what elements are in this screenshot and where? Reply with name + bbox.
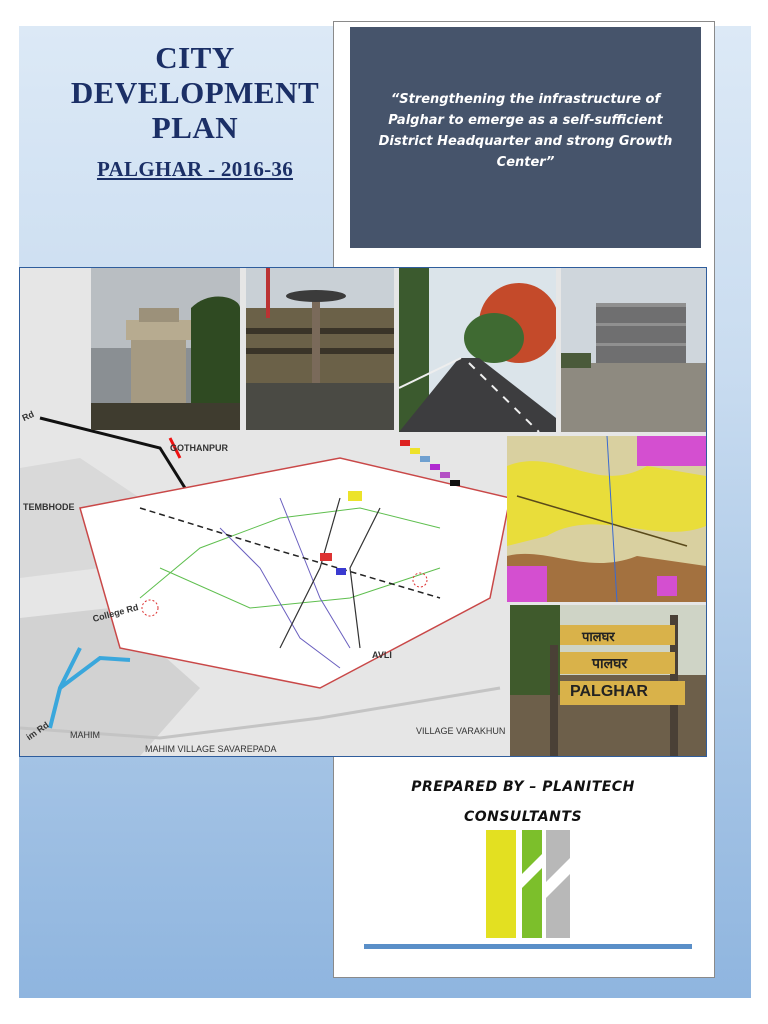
map-label-mahim: MAHIM bbox=[70, 730, 100, 740]
title-line-3: PLAN bbox=[151, 110, 239, 145]
map-label-tembhode: TEMBHODE bbox=[23, 502, 75, 512]
planitech-logo bbox=[486, 828, 570, 940]
cover-subtitle: PALGHAR - 2016-36 bbox=[96, 157, 294, 181]
map-label-gothanpur: GOTHANPUR bbox=[170, 443, 228, 453]
photo-palghar-sign bbox=[510, 605, 706, 756]
map-label-mahim-village: MAHIM VILLAGE SAVAREPADA bbox=[145, 744, 277, 754]
map-label-road: Rd bbox=[20, 408, 36, 424]
prepared-by-block bbox=[345, 772, 701, 832]
photo-water-tank bbox=[91, 268, 240, 430]
sign-marathi-middle: पालघर bbox=[592, 656, 628, 672]
vision-quote-box bbox=[350, 27, 701, 248]
prepared-by-line-2: CONSULTANTS bbox=[463, 809, 583, 825]
photo-map-collage bbox=[19, 267, 707, 757]
vision-quote: “Strengthening the infrastructure of Palghar to emerge as a self-sufficient District Headquarter and strong Growth Center” bbox=[378, 91, 673, 170]
photo-land-use-map bbox=[507, 436, 706, 602]
cover-title-block bbox=[60, 40, 330, 182]
title-line-1: CITY bbox=[155, 40, 235, 75]
photo-building bbox=[561, 268, 706, 432]
title-line-2: DEVELOPMENT bbox=[70, 75, 320, 110]
prepared-by-line-1: PREPARED BY – PLANITECH bbox=[411, 779, 635, 795]
map-label-avli: AVLI bbox=[372, 650, 392, 660]
sign-marathi-top: पालघर bbox=[582, 630, 615, 645]
map-label-college-rd: College Rd bbox=[91, 602, 140, 624]
map-label-village-varakhun: VILLAGE VARAKHUN bbox=[416, 726, 506, 736]
accent-underline bbox=[364, 944, 692, 949]
photo-road bbox=[399, 268, 556, 432]
photo-town-square bbox=[246, 268, 394, 430]
sign-english: PALGHAR bbox=[570, 683, 648, 700]
map-label-mahim-rd: im Rd bbox=[24, 719, 51, 743]
